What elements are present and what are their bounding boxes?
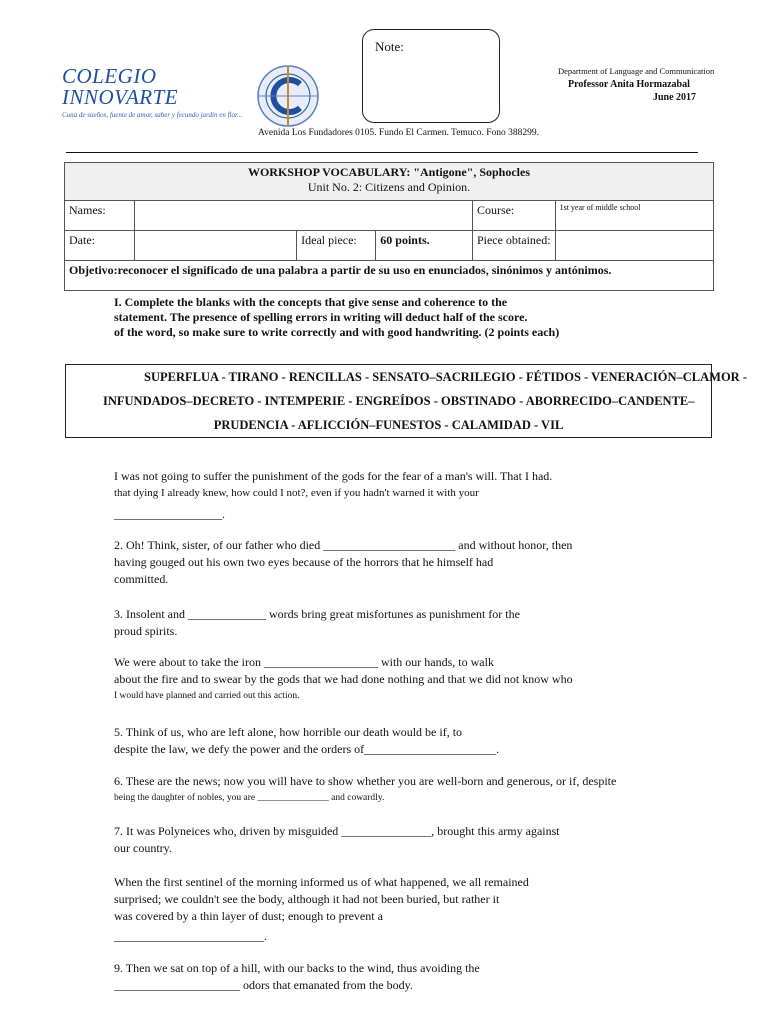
question-7 bbox=[114, 823, 674, 857]
word-bank-line-3: PRUDENCIA - AFLICCIÓN–FUNESTOS - CALAMIDAD - VIL bbox=[213, 418, 564, 432]
course-value: 1st year of middle school bbox=[555, 201, 713, 231]
question-3-line-2: proud spirits. bbox=[114, 624, 178, 638]
school-logo-text bbox=[62, 66, 178, 108]
piece-obtained-field[interactable] bbox=[555, 231, 713, 261]
logo-line-2: INNOVARTE bbox=[62, 85, 179, 109]
question-2-line-3: committed. bbox=[114, 572, 169, 586]
logo-line-1: COLEGIO bbox=[62, 64, 157, 88]
question-6 bbox=[114, 773, 674, 807]
date-field[interactable] bbox=[134, 231, 296, 261]
date-label: Date: bbox=[65, 231, 135, 261]
question-3-line-1[interactable]: 3. Insolent and _____________ words bring great misfortunes as punishment for the bbox=[114, 607, 520, 621]
note-label: Note: bbox=[375, 39, 404, 54]
question-8-line-2: surprised; we couldn't see the body, although it had not been buried, but rather it bbox=[114, 892, 500, 906]
header-divider bbox=[66, 152, 698, 153]
worksheet-info-table bbox=[64, 162, 714, 291]
question-8-blank[interactable]: _________________________. bbox=[114, 929, 267, 943]
question-6-line-2[interactable]: being the daughter of nobles, you are _______________ and cowardly. bbox=[114, 793, 385, 803]
school-address: Avenida Los Fundadores 0105. Fundo El Carmen. Temuco. Fono 388299. bbox=[258, 128, 540, 138]
department-name: Department of Language and Communication bbox=[558, 66, 715, 76]
question-4 bbox=[114, 654, 674, 705]
question-2 bbox=[114, 537, 674, 588]
names-label: Names: bbox=[65, 201, 135, 231]
instruction-line-3: of the word, so make sure to write correctly and with good handwriting. (2 points each) bbox=[114, 325, 560, 339]
school-crest-icon bbox=[252, 60, 324, 132]
question-4-line-2: about the fire and to swear by the gods that we had done nothing and that we did not know who bbox=[114, 672, 573, 686]
question-5 bbox=[114, 724, 674, 758]
question-2-line-1[interactable]: 2. Oh! Think, sister, of our father who died ______________________ and without honor, then bbox=[114, 538, 573, 552]
question-3 bbox=[114, 606, 674, 640]
word-bank-line-2: INFUNDADOS–DECRETO - INTEMPERIE - ENGREÍDOS - OBSTINADO - ABORRECIDO–CANDENTE– bbox=[103, 394, 695, 408]
question-4-line-1[interactable]: We were about to take the iron ___________________ with our hands, to walk bbox=[114, 655, 494, 669]
instruction-line-2: statement. The presence of spelling errors in writing will deduct half of the score. bbox=[114, 310, 528, 324]
course-label: Course: bbox=[472, 201, 555, 231]
header-date: June 2017 bbox=[653, 92, 697, 103]
question-1-line-2: that dying I already knew, how could I not?, even if you hadn't warned it with your bbox=[114, 487, 479, 499]
title-cell bbox=[65, 163, 714, 201]
question-6-line-1: 6. These are the news; now you will have to show whether you are well-born and generous, or if, despite bbox=[114, 774, 617, 788]
worksheet-title: WORKSHOP VOCABULARY: "Antigone", Sophocles bbox=[247, 165, 531, 179]
question-8-line-1: When the first sentinel of the morning informed us of what happened, we all remained bbox=[114, 875, 529, 889]
question-9 bbox=[114, 960, 674, 994]
ideal-piece-value: 60 points. bbox=[376, 231, 473, 261]
objective-text: Objetivo:reconocer el significado de una palabra a partir de su uso en enunciados, sinónimos y antónimos. bbox=[65, 261, 714, 291]
question-4-line-3: I would have planned and carried out this action. bbox=[114, 691, 300, 701]
ideal-piece-label: Ideal piece: bbox=[297, 231, 376, 261]
question-1-blank[interactable]: __________________. bbox=[114, 507, 225, 521]
piece-obtained-label: Piece obtained: bbox=[472, 231, 555, 261]
logo-motto: Cuna de sueños, fuente de amor, saber y fecundo jardín en flor... bbox=[62, 111, 243, 119]
question-2-line-2: having gouged out his own two eyes because of the horrors that he himself had bbox=[114, 555, 494, 569]
question-7-line-1[interactable]: 7. It was Polyneices who, driven by misguided _______________, brought this army against bbox=[114, 824, 560, 838]
question-8 bbox=[114, 874, 674, 945]
names-field[interactable] bbox=[134, 201, 472, 231]
note-box bbox=[362, 29, 500, 123]
worksheet-subtitle: Unit No. 2: Citizens and Opinion. bbox=[307, 180, 471, 194]
question-7-line-2: our country. bbox=[114, 841, 172, 855]
question-5-line-1: 5. Think of us, who are left alone, how horrible our death would be if, to bbox=[114, 725, 463, 739]
question-9-line-2[interactable]: _____________________ odors that emanated from the body. bbox=[114, 978, 413, 992]
professor-name: Professor Anita Hormazabal bbox=[568, 79, 690, 90]
word-bank-line-1: SUPERFLUA - TIRANO - RENCILLAS - SENSATO–SACRILEGIO - FÉTIDOS - VENERACIÓN–CLAMOR - bbox=[144, 370, 747, 384]
instruction-line-1: I. Complete the blanks with the concepts that give sense and coherence to the bbox=[114, 295, 508, 309]
question-5-line-2[interactable]: despite the law, we defy the power and the orders of______________________. bbox=[114, 742, 500, 756]
question-1 bbox=[114, 468, 674, 523]
instructions bbox=[114, 295, 714, 340]
question-9-line-1: 9. Then we sat on top of a hill, with our backs to the wind, thus avoiding the bbox=[114, 961, 480, 975]
word-bank bbox=[65, 364, 747, 438]
question-8-line-3: was covered by a thin layer of dust; enough to prevent a bbox=[114, 909, 383, 923]
question-1-line-1: I was not going to suffer the punishment of the gods for the fear of a man's will. That I had. bbox=[114, 469, 553, 483]
